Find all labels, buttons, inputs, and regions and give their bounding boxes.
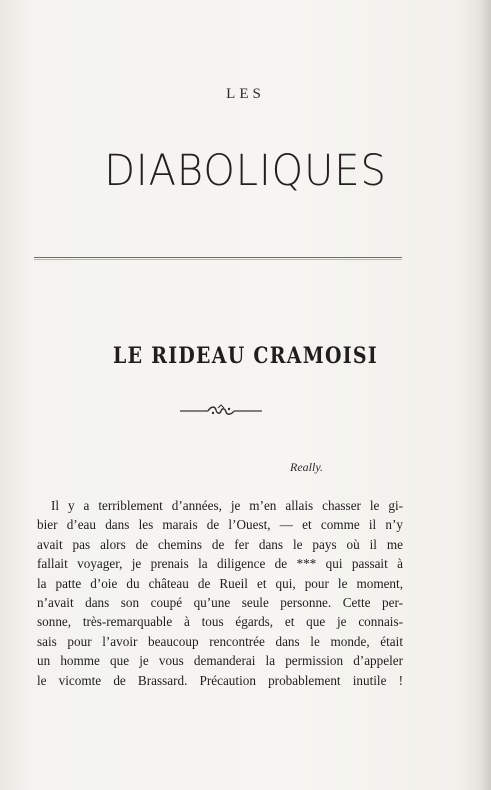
title-rule-shadow (34, 259, 402, 260)
body-paragraph (37, 496, 403, 690)
book-title: DIABOLIQUES (104, 146, 387, 196)
text-line: sais pour l’avoir beaucoup rencontrée dans le monde, était (37, 633, 403, 649)
title-rule (34, 257, 402, 258)
text-line: n’avait dans son coupé qu’une seule personne. Cette per- (37, 595, 403, 611)
fleuron-ornament-icon (178, 404, 264, 418)
text-line: fallait voyager, je prenais la diligence de *** qui passait à (37, 556, 403, 572)
section-title: LE RIDEAU CRAMOISI (113, 343, 378, 369)
text-line: Il y a terriblement d’années, je m’en allais chasser le gi- (51, 498, 403, 513)
text-line: la patte d’oie du château de Rueil et qui, pour le moment, (37, 575, 403, 591)
text-line: bier d’eau dans les marais de l’Ouest, — et comme il n’y (37, 517, 403, 533)
text-line: un homme que je vous demanderai la permission d’appeler (37, 653, 403, 669)
epigraph: Really. (290, 460, 323, 474)
text-line: sonne, très-remarquable à tous égards, et que je connais- (37, 614, 403, 630)
text-line: avait pas alors de chemins de fer dans le pays où il me (37, 536, 403, 552)
page-edge-shadow (481, 0, 491, 790)
running-head: LES (226, 86, 265, 102)
text-line: le vicomte de Brassard. Précaution probablement inutile ! (37, 672, 403, 688)
